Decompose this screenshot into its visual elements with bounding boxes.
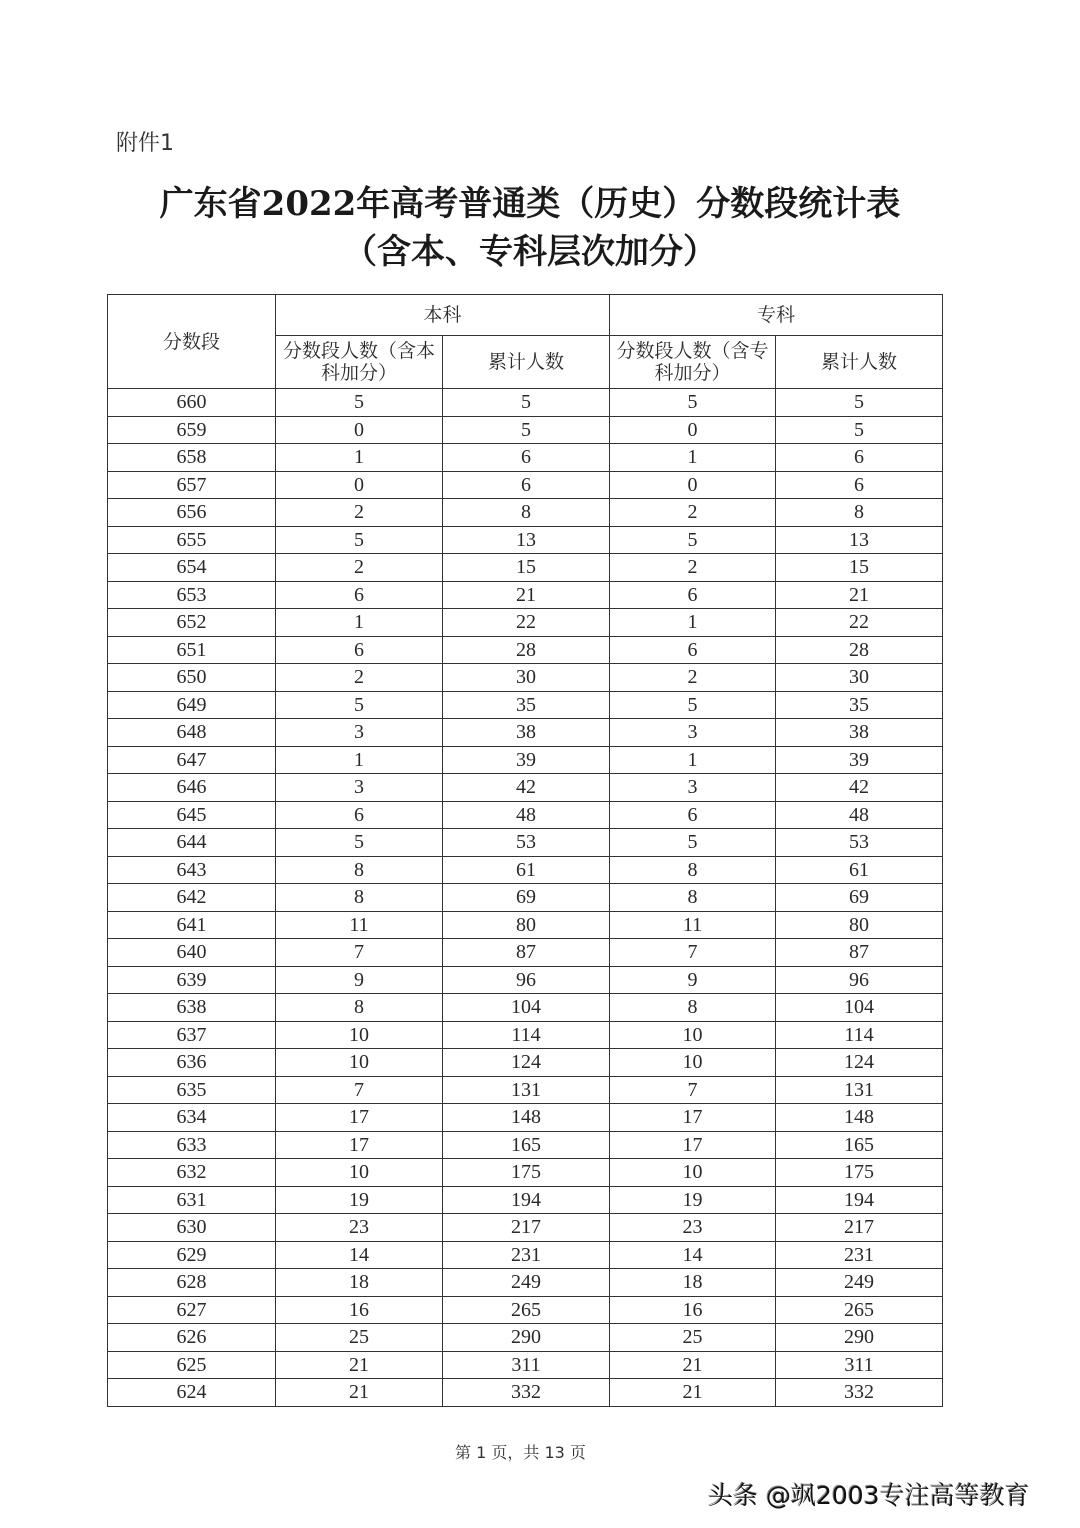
junior-count-cell: 0 (610, 471, 776, 499)
table-row (108, 994, 943, 1022)
undergrad-count-cell: 0 (276, 471, 443, 499)
junior-count-cell: 3 (610, 774, 776, 802)
junior-count-cell: 25 (610, 1324, 776, 1352)
undergrad-count-cell: 1 (276, 444, 443, 472)
undergrad-cumulative-cell: 265 (443, 1296, 610, 1324)
undergrad-count-cell: 10 (276, 1159, 443, 1187)
table-row (108, 416, 943, 444)
score-band-cell: 654 (108, 554, 276, 582)
junior-count-cell: 1 (610, 444, 776, 472)
undergrad-cumulative-cell: 21 (443, 581, 610, 609)
junior-count-cell: 14 (610, 1241, 776, 1269)
undergrad-count-cell: 5 (276, 691, 443, 719)
undergrad-cumulative-cell: 42 (443, 774, 610, 802)
junior-count-cell: 2 (610, 554, 776, 582)
undergrad-cumulative-cell: 8 (443, 499, 610, 527)
undergrad-cumulative-cell: 69 (443, 884, 610, 912)
table-row (108, 1351, 943, 1379)
table-row (108, 911, 943, 939)
undergrad-count-cell: 17 (276, 1104, 443, 1132)
junior-count-cell: 8 (610, 884, 776, 912)
undergrad-count-cell: 25 (276, 1324, 443, 1352)
undergrad-count-cell: 1 (276, 746, 443, 774)
undergrad-count-cell: 6 (276, 801, 443, 829)
junior-cumulative-cell: 5 (776, 389, 943, 417)
score-band-cell: 630 (108, 1214, 276, 1242)
score-band-cell: 638 (108, 994, 276, 1022)
score-band-cell: 658 (108, 444, 276, 472)
document-title: 广东省2022年高考普通类（历史）分数段统计表 (159, 184, 901, 224)
undergrad-count-cell: 0 (276, 416, 443, 444)
junior-count-cell: 6 (610, 636, 776, 664)
header-undergrad-count: 分数段人数（含本科加分） (276, 336, 443, 389)
junior-cumulative-cell: 48 (776, 801, 943, 829)
junior-cumulative-cell: 69 (776, 884, 943, 912)
undergrad-count-cell: 16 (276, 1296, 443, 1324)
table-row (108, 1379, 943, 1407)
table-row (108, 746, 943, 774)
page-info: 第 1 页，共 13 页 (455, 1443, 586, 1462)
table-body (108, 389, 943, 1407)
junior-cumulative-cell: 194 (776, 1186, 943, 1214)
junior-cumulative-cell: 21 (776, 581, 943, 609)
undergrad-cumulative-cell: 124 (443, 1049, 610, 1077)
junior-count-cell: 9 (610, 966, 776, 994)
undergrad-count-cell: 21 (276, 1351, 443, 1379)
undergrad-cumulative-cell: 165 (443, 1131, 610, 1159)
header-undergrad: 本科 (276, 295, 610, 336)
undergrad-count-cell: 1 (276, 609, 443, 637)
undergrad-cumulative-cell: 311 (443, 1351, 610, 1379)
score-band-cell: 660 (108, 389, 276, 417)
score-band-cell: 632 (108, 1159, 276, 1187)
junior-cumulative-cell: 114 (776, 1021, 943, 1049)
score-band-cell: 643 (108, 856, 276, 884)
undergrad-cumulative-cell: 30 (443, 664, 610, 692)
junior-cumulative-cell: 13 (776, 526, 943, 554)
score-band-cell: 625 (108, 1351, 276, 1379)
header-junior-count: 分数段人数（含专科加分） (610, 336, 776, 389)
junior-cumulative-cell: 165 (776, 1131, 943, 1159)
junior-cumulative-cell: 39 (776, 746, 943, 774)
junior-cumulative-cell: 148 (776, 1104, 943, 1132)
undergrad-cumulative-cell: 96 (443, 966, 610, 994)
junior-count-cell: 21 (610, 1379, 776, 1407)
junior-cumulative-cell: 8 (776, 499, 943, 527)
junior-count-cell: 6 (610, 581, 776, 609)
junior-cumulative-cell: 96 (776, 966, 943, 994)
table-row (108, 664, 943, 692)
undergrad-count-cell: 2 (276, 554, 443, 582)
table-row (108, 884, 943, 912)
score-band-cell: 636 (108, 1049, 276, 1077)
score-band-cell: 642 (108, 884, 276, 912)
undergrad-cumulative-cell: 6 (443, 471, 610, 499)
undergrad-cumulative-cell: 48 (443, 801, 610, 829)
undergrad-count-cell: 18 (276, 1269, 443, 1297)
table-row (108, 856, 943, 884)
junior-cumulative-cell: 332 (776, 1379, 943, 1407)
undergrad-cumulative-cell: 104 (443, 994, 610, 1022)
table-row (108, 1076, 943, 1104)
undergrad-cumulative-cell: 114 (443, 1021, 610, 1049)
undergrad-count-cell: 2 (276, 499, 443, 527)
junior-count-cell: 17 (610, 1104, 776, 1132)
table-row (108, 609, 943, 637)
junior-cumulative-cell: 124 (776, 1049, 943, 1077)
undergrad-count-cell: 23 (276, 1214, 443, 1242)
score-band-cell: 652 (108, 609, 276, 637)
score-band-cell: 635 (108, 1076, 276, 1104)
score-band-cell: 637 (108, 1021, 276, 1049)
junior-cumulative-cell: 265 (776, 1296, 943, 1324)
table-row (108, 1241, 943, 1269)
undergrad-count-cell: 5 (276, 526, 443, 554)
undergrad-count-cell: 19 (276, 1186, 443, 1214)
undergrad-cumulative-cell: 87 (443, 939, 610, 967)
score-band-cell: 655 (108, 526, 276, 554)
undergrad-count-cell: 7 (276, 939, 443, 967)
junior-count-cell: 23 (610, 1214, 776, 1242)
junior-cumulative-cell: 5 (776, 416, 943, 444)
undergrad-cumulative-cell: 53 (443, 829, 610, 857)
junior-cumulative-cell: 311 (776, 1351, 943, 1379)
attachment-label: 附件1 (116, 131, 174, 156)
score-band-cell: 648 (108, 719, 276, 747)
junior-count-cell: 2 (610, 499, 776, 527)
junior-count-cell: 11 (610, 911, 776, 939)
junior-cumulative-cell: 53 (776, 829, 943, 857)
score-band-cell: 646 (108, 774, 276, 802)
undergrad-cumulative-cell: 231 (443, 1241, 610, 1269)
junior-count-cell: 5 (610, 526, 776, 554)
undergrad-count-cell: 9 (276, 966, 443, 994)
score-band-cell: 649 (108, 691, 276, 719)
table-row (108, 829, 943, 857)
score-band-cell: 657 (108, 471, 276, 499)
undergrad-cumulative-cell: 38 (443, 719, 610, 747)
document-subtitle: （含本、专科层次加分） (343, 232, 717, 272)
junior-cumulative-cell: 290 (776, 1324, 943, 1352)
junior-count-cell: 2 (610, 664, 776, 692)
junior-count-cell: 10 (610, 1021, 776, 1049)
score-band-cell: 659 (108, 416, 276, 444)
junior-cumulative-cell: 217 (776, 1214, 943, 1242)
undergrad-count-cell: 6 (276, 636, 443, 664)
undergrad-cumulative-cell: 5 (443, 416, 610, 444)
header-score-band: 分数段 (108, 295, 276, 389)
score-band-cell: 651 (108, 636, 276, 664)
score-distribution-table (107, 294, 943, 1407)
undergrad-count-cell: 17 (276, 1131, 443, 1159)
junior-cumulative-cell: 22 (776, 609, 943, 637)
undergrad-count-cell: 11 (276, 911, 443, 939)
junior-cumulative-cell: 30 (776, 664, 943, 692)
undergrad-count-cell: 8 (276, 884, 443, 912)
header-junior: 专科 (610, 295, 943, 336)
score-band-cell: 633 (108, 1131, 276, 1159)
undergrad-count-cell: 6 (276, 581, 443, 609)
table-row (108, 444, 943, 472)
table-row (108, 471, 943, 499)
table-row (108, 1324, 943, 1352)
junior-cumulative-cell: 6 (776, 444, 943, 472)
undergrad-cumulative-cell: 80 (443, 911, 610, 939)
score-band-cell: 644 (108, 829, 276, 857)
undergrad-count-cell: 2 (276, 664, 443, 692)
score-band-cell: 639 (108, 966, 276, 994)
junior-count-cell: 19 (610, 1186, 776, 1214)
score-band-cell: 628 (108, 1269, 276, 1297)
score-band-cell: 627 (108, 1296, 276, 1324)
table-row (108, 691, 943, 719)
undergrad-cumulative-cell: 22 (443, 609, 610, 637)
table-row (108, 499, 943, 527)
table-row (108, 1131, 943, 1159)
undergrad-count-cell: 14 (276, 1241, 443, 1269)
table-row (108, 1159, 943, 1187)
score-band-cell: 641 (108, 911, 276, 939)
score-band-cell: 650 (108, 664, 276, 692)
junior-cumulative-cell: 38 (776, 719, 943, 747)
undergrad-count-cell: 5 (276, 829, 443, 857)
junior-count-cell: 8 (610, 994, 776, 1022)
junior-count-cell: 7 (610, 939, 776, 967)
junior-count-cell: 21 (610, 1351, 776, 1379)
header-undergrad-cumulative: 累计人数 (443, 336, 610, 389)
junior-count-cell: 8 (610, 856, 776, 884)
undergrad-count-cell: 8 (276, 856, 443, 884)
junior-cumulative-cell: 249 (776, 1269, 943, 1297)
junior-cumulative-cell: 104 (776, 994, 943, 1022)
undergrad-count-cell: 10 (276, 1049, 443, 1077)
undergrad-cumulative-cell: 249 (443, 1269, 610, 1297)
junior-cumulative-cell: 6 (776, 471, 943, 499)
junior-cumulative-cell: 15 (776, 554, 943, 582)
undergrad-cumulative-cell: 28 (443, 636, 610, 664)
junior-cumulative-cell: 231 (776, 1241, 943, 1269)
junior-cumulative-cell: 175 (776, 1159, 943, 1187)
junior-count-cell: 10 (610, 1049, 776, 1077)
score-band-cell: 629 (108, 1241, 276, 1269)
score-band-cell: 640 (108, 939, 276, 967)
junior-count-cell: 18 (610, 1269, 776, 1297)
undergrad-cumulative-cell: 13 (443, 526, 610, 554)
table-row (108, 1296, 943, 1324)
undergrad-count-cell: 8 (276, 994, 443, 1022)
table-row (108, 1186, 943, 1214)
table-row (108, 1104, 943, 1132)
junior-count-cell: 0 (610, 416, 776, 444)
watermark: 头条 @飒2003专注高等教育 (708, 1481, 1030, 1510)
undergrad-count-cell: 21 (276, 1379, 443, 1407)
junior-count-cell: 16 (610, 1296, 776, 1324)
table-row (108, 774, 943, 802)
junior-count-cell: 7 (610, 1076, 776, 1104)
score-band-cell: 631 (108, 1186, 276, 1214)
undergrad-cumulative-cell: 332 (443, 1379, 610, 1407)
table-row (108, 1214, 943, 1242)
table-row (108, 581, 943, 609)
table-row (108, 636, 943, 664)
table-row (108, 389, 943, 417)
undergrad-cumulative-cell: 61 (443, 856, 610, 884)
junior-count-cell: 6 (610, 801, 776, 829)
undergrad-cumulative-cell: 35 (443, 691, 610, 719)
score-band-cell: 634 (108, 1104, 276, 1132)
table-row (108, 1021, 943, 1049)
undergrad-cumulative-cell: 5 (443, 389, 610, 417)
junior-cumulative-cell: 131 (776, 1076, 943, 1104)
junior-count-cell: 5 (610, 829, 776, 857)
junior-cumulative-cell: 80 (776, 911, 943, 939)
undergrad-cumulative-cell: 6 (443, 444, 610, 472)
junior-count-cell: 17 (610, 1131, 776, 1159)
table-row (108, 801, 943, 829)
score-band-cell: 624 (108, 1379, 276, 1407)
junior-cumulative-cell: 42 (776, 774, 943, 802)
junior-count-cell: 10 (610, 1159, 776, 1187)
score-band-cell: 626 (108, 1324, 276, 1352)
score-band-cell: 645 (108, 801, 276, 829)
undergrad-cumulative-cell: 39 (443, 746, 610, 774)
junior-count-cell: 1 (610, 746, 776, 774)
junior-count-cell: 1 (610, 609, 776, 637)
undergrad-cumulative-cell: 217 (443, 1214, 610, 1242)
undergrad-count-cell: 10 (276, 1021, 443, 1049)
undergrad-count-cell: 3 (276, 774, 443, 802)
table-row (108, 554, 943, 582)
junior-count-cell: 5 (610, 389, 776, 417)
table-row (108, 1269, 943, 1297)
junior-cumulative-cell: 87 (776, 939, 943, 967)
table-row (108, 966, 943, 994)
undergrad-cumulative-cell: 148 (443, 1104, 610, 1132)
table-row (108, 719, 943, 747)
junior-cumulative-cell: 61 (776, 856, 943, 884)
score-band-cell: 653 (108, 581, 276, 609)
score-band-cell: 647 (108, 746, 276, 774)
header-junior-cumulative: 累计人数 (776, 336, 943, 389)
undergrad-count-cell: 7 (276, 1076, 443, 1104)
undergrad-count-cell: 5 (276, 389, 443, 417)
undergrad-cumulative-cell: 194 (443, 1186, 610, 1214)
junior-cumulative-cell: 35 (776, 691, 943, 719)
undergrad-cumulative-cell: 15 (443, 554, 610, 582)
undergrad-cumulative-cell: 175 (443, 1159, 610, 1187)
undergrad-cumulative-cell: 290 (443, 1324, 610, 1352)
undergrad-count-cell: 3 (276, 719, 443, 747)
junior-count-cell: 3 (610, 719, 776, 747)
table-row (108, 526, 943, 554)
junior-cumulative-cell: 28 (776, 636, 943, 664)
score-band-cell: 656 (108, 499, 276, 527)
table-row (108, 939, 943, 967)
table-row (108, 1049, 943, 1077)
undergrad-cumulative-cell: 131 (443, 1076, 610, 1104)
junior-count-cell: 5 (610, 691, 776, 719)
